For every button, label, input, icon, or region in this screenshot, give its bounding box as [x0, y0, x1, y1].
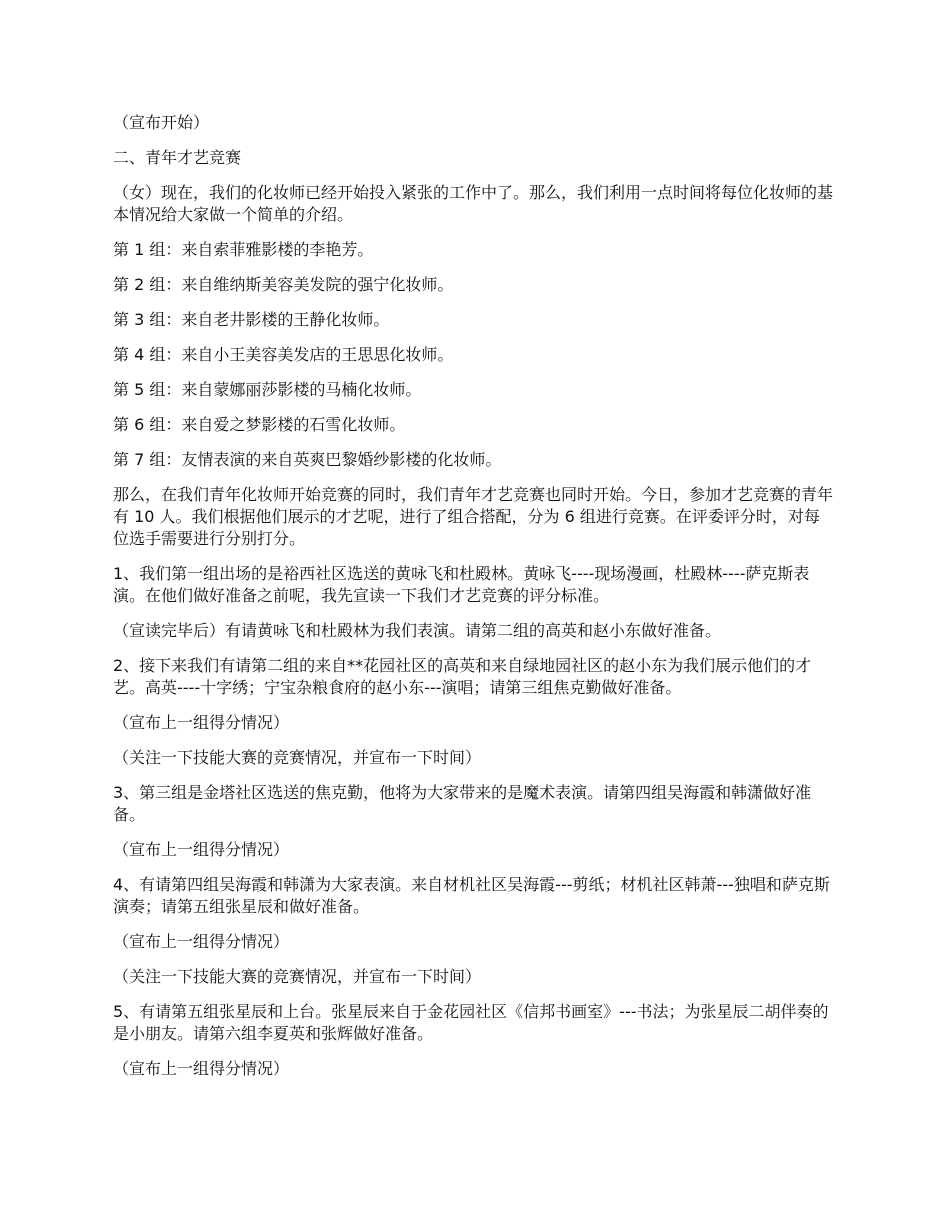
note-announce-score: （宣布上一组得分情况） — [113, 713, 290, 732]
group-item-6: 第 6 组：来自爱之梦影楼的石雪化妆师。 — [113, 415, 406, 434]
paragraph-announce-start: （宣布开始） — [113, 113, 210, 132]
note-skill-contest: （关注一下技能大赛的竞赛情况，并宣布一下时间） — [113, 967, 482, 986]
paragraph-after-reading: （宣读完毕后）有请黄咏飞和杜殿林为我们表演。请第二组的高英和赵小东做好准备。 — [113, 621, 722, 640]
group-item-1: 第 1 组：来自索菲雅影楼的李艳芳。 — [113, 240, 374, 259]
paragraph-group-1: 1、我们第一组出场的是裕西社区选送的黄咏飞和杜殿林。黄咏飞----现场漫画，杜殿林----萨克斯表演。在他们做好准备之前呢，我先宣读一下我们才艺竞赛的评分标准。 — [113, 564, 810, 605]
paragraph-group-5: 5、有请第五组张星辰和上台。张星辰来自于金花园社区《信邦书画室》---书法；为张星辰二胡伴奏的是小朋友。请第六组李夏英和张辉做好准备。 — [113, 1002, 829, 1043]
group-item-7: 第 7 组：友情表演的来自英爽巴黎婚纱影楼的化妆师。 — [113, 450, 502, 469]
section-heading: 二、青年才艺竞赛 — [113, 148, 242, 167]
document-body — [113, 112, 833, 1093]
group-item-2: 第 2 组：来自维纳斯美容美发院的强宁化妆师。 — [113, 275, 454, 294]
note-announce-score: （宣布上一组得分情况） — [113, 932, 290, 951]
group-item-5: 第 5 组：来自蒙娜丽莎影楼的马楠化妆师。 — [113, 380, 422, 399]
group-item-4: 第 4 组：来自小王美容美发店的王思思化妆师。 — [113, 345, 454, 364]
paragraph-contest-start: 那么，在我们青年化妆师开始竞赛的同时，我们青年才艺竞赛也同时开始。今日，参加才艺竞赛的青年有 10 人。我们根据他们展示的才艺呢，进行了组合搭配，分为 6 组进行竞赛。在评委评分时，对每位选手需要进行分别打分。 — [113, 485, 834, 548]
paragraph-group-4: 4、有请第四组吴海霞和韩潇为大家表演。来自材机社区吴海霞---剪纸；材机社区韩萧---独唱和萨克斯演奏；请第五组张星辰和做好准备。 — [113, 875, 830, 916]
paragraph-group-3: 3、第三组是金塔社区选送的焦克勤，他将为大家带来的是魔术表演。请第四组吴海霞和韩潇做好准备。 — [113, 783, 812, 824]
note-announce-score: （宣布上一组得分情况） — [113, 1059, 290, 1078]
note-skill-contest: （关注一下技能大赛的竞赛情况，并宣布一下时间） — [113, 748, 482, 767]
note-announce-score: （宣布上一组得分情况） — [113, 840, 290, 859]
paragraph-group-2: 2、接下来我们有请第二组的来自**花园社区的高英和来自绿地园社区的赵小东为我们展示他们的才艺。高英----十字绣；宁宝杂粮食府的赵小东---演唱；请第三组焦克勤做好准备。 — [113, 656, 812, 697]
paragraph-intro: （女）现在，我们的化妆师已经开始投入紧张的工作中了。那么，我们利用一点时间将每位化妆师的基本情况给大家做一个简单的介绍。 — [113, 183, 834, 224]
group-item-3: 第 3 组：来自老井影楼的王静化妆师。 — [113, 310, 390, 329]
